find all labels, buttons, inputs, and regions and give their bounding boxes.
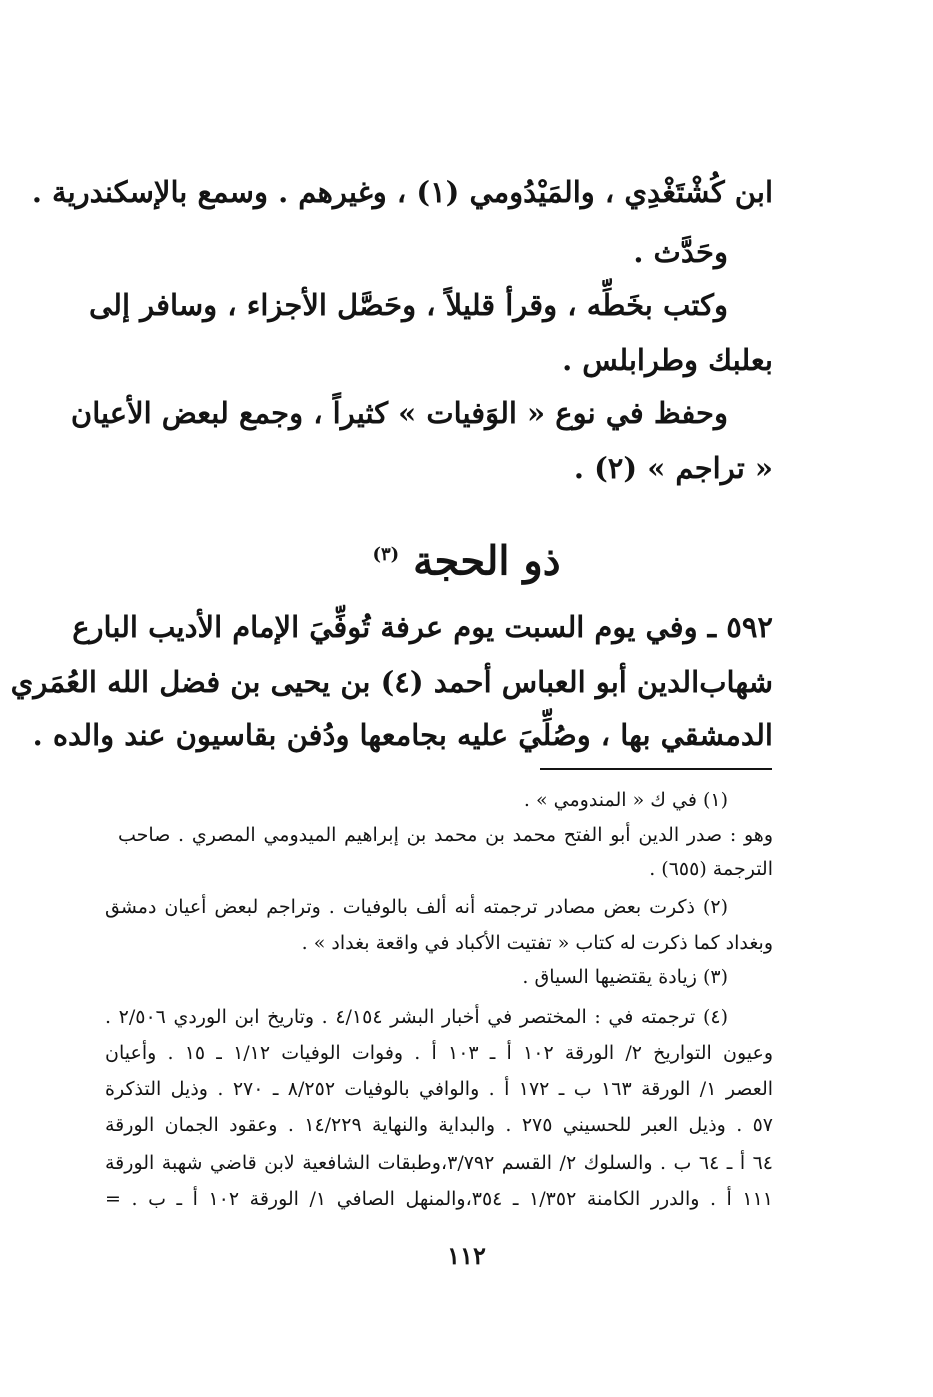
footnote-line: العصر ١/ الورقة ١٦٣ ب ـ ١٧٢ أ . والوافي بالوفيات ٨/٢٥٢ ـ ٢٧٠ . وذيل التذكرة xyxy=(105,1078,774,1100)
text-line: « تراجم » (٢) . xyxy=(573,451,773,485)
text-line: وحفظ في نوع « الوَفيات » كثيراً ، وجمع لبعض الأعيان xyxy=(70,396,728,430)
text-line: بعلبك وطرابلس . xyxy=(562,343,773,377)
section-heading-note: (٣) xyxy=(372,544,400,565)
text-line: وكتب بخَطِّه ، وقرأ قليلاً ، وحَصَّل الأجزاء ، وسافر إلى xyxy=(89,288,728,322)
entry-line: شهاب‌الدين أبو العباس أحمد (٤) بن يحيى بن فضل الله العُمَري xyxy=(10,665,773,699)
text-line: وحَدَّث . xyxy=(633,235,728,269)
entry-line: الدمشقي بها ، وصُلِّيَ عليه بجامعها ودُفن بقاسيون عند والده . xyxy=(32,718,773,752)
footnote-line: (٣) زيادة يقتضيها السياق . xyxy=(522,966,728,988)
entry-line: ٥٩٢ ـ وفي يوم السبت يوم عرفة تُوفِّيَ الإمام الأديب البارع xyxy=(72,610,773,644)
footnote-line: ١١١ أ . والدرر الكامنة ١/٣٥٢ ـ ٣٥٤،والمنهل الصافي ١/ الورقة ١٠٢ أ ـ ب . = xyxy=(105,1188,773,1210)
section-heading-text: ذو الحجة xyxy=(413,537,561,585)
footnote-line: ٥٧ . وذيل العبر للحسيني ٢٧٥ . والبداية والنهاية ١٤/٢٢٩ . وعقود الجمان الورقة xyxy=(105,1114,774,1136)
footnote-line: الترجمة (٦٥٥) . xyxy=(649,858,773,880)
footnote-line: وهو : صدر الدين أبو الفتح محمد بن محمد بن إبراهيم الميدومي المصري . صاحب xyxy=(118,824,773,846)
footnote-line: (١) في ك « المندومي » . xyxy=(523,789,728,811)
footnote-separator xyxy=(540,768,772,770)
page-number: ١١٢ xyxy=(447,1241,486,1270)
footnote-line: (٢) ذكرت بعض مصادر ترجمته أنه ألف بالوفيات . وتراجم لبعض أعيان دمشق xyxy=(105,896,728,918)
footnote-line: وعيون التواريخ ٢/ الورقة ١٠٢ أ ـ ١٠٣ أ . وفوات الوفيات ١/١٢ ـ ١٥ . وأعيان xyxy=(105,1042,773,1064)
text-line: ابن كُشْتَغْدِي ، والمَيْدُومي (١) ، وغيرهم . وسمع بالإسكندرية . xyxy=(31,175,773,209)
footnote-line: ٦٤ أ ـ ٦٤ ب . والسلوك ٢/ القسم ٣/٧٩٢،وطبقات الشافعية لابن قاضي شهبة الورقة xyxy=(105,1152,774,1174)
footnote-line: (٤) ترجمته في : المختصر في أخبار البشر ٤/١٥٤ . وتاريخ ابن الوردي ٢/٥٠٦ . xyxy=(105,1006,728,1028)
footnote-line: وبغداد كما ذكرت له كتاب « تفتيت الأكباد في واقعة بغداد » . xyxy=(301,932,773,954)
section-heading xyxy=(0,520,933,590)
